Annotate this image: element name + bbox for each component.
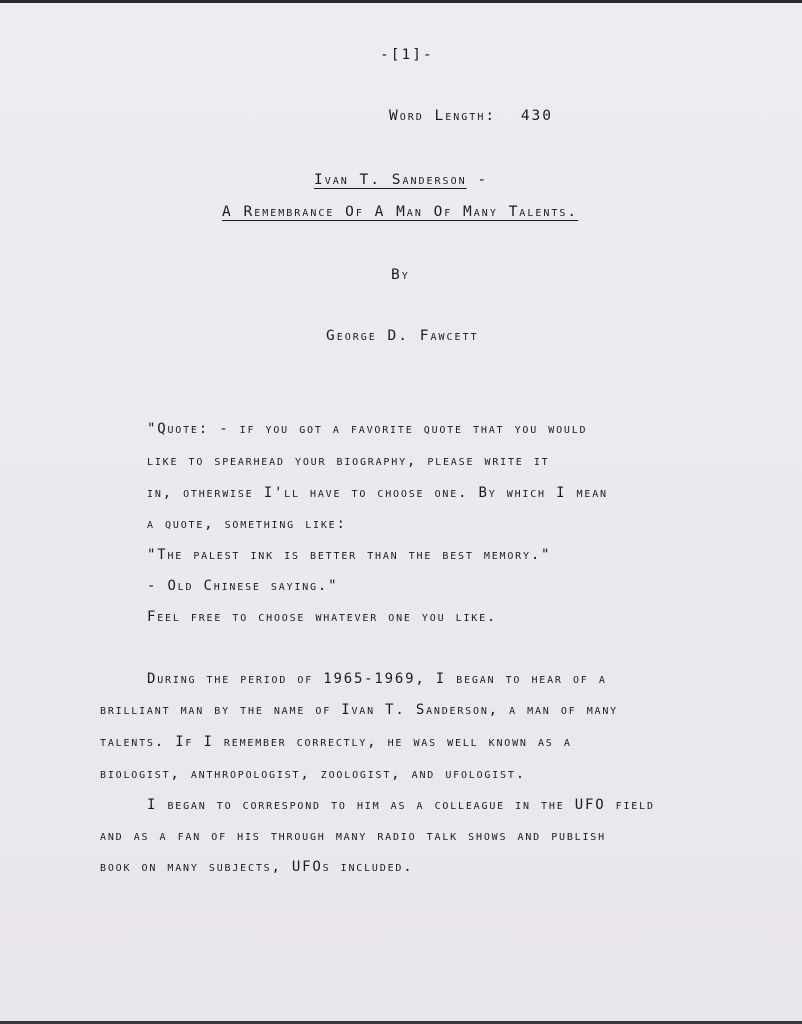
word-length-label: Word Length: — [389, 108, 497, 124]
word-length-value: 430 — [520, 108, 554, 124]
body-line: and as a fan of his through many radio talk shows and publish — [100, 828, 606, 844]
word-length — [389, 107, 553, 125]
body-line: During the period of 1965-1969, I began to hear of a — [147, 671, 607, 687]
author-name: George D. Fawcett — [326, 328, 479, 344]
quote-line: Feel free to choose whatever one you like. — [147, 609, 498, 625]
body-line: brilliant man by the name of Ivan T. Sanderson, a man of many — [100, 702, 618, 718]
body-line: I began to correspond to him as a colleague in the UFO field — [147, 797, 655, 813]
title-line-2: A Remembrance Of A Man Of Many Talents. — [222, 204, 579, 220]
byline: By — [391, 267, 410, 283]
page-number: -[1]- — [380, 47, 434, 63]
body-line: biologist, anthropologist, zoologist, and ufologist. — [100, 766, 526, 782]
quote-line: "Quote: - if you got a favorite quote that you would — [147, 421, 588, 437]
quote-line: a quote, something like: — [147, 516, 347, 532]
title-line-1 — [314, 171, 488, 189]
quote-line: like to spearhead your biography, please write it — [147, 453, 550, 469]
title-name: Ivan T. Sanderson — [314, 172, 467, 188]
quote-line: - Old Chinese saying." — [147, 578, 339, 594]
quote-line: in, otherwise I'll have to choose one. By which I mean — [147, 485, 608, 501]
body-line: book on many subjects, UFOs included. — [100, 859, 414, 875]
title-dash: - — [466, 172, 489, 188]
quote-line: "The palest ink is better than the best memory." — [147, 547, 552, 563]
body-line: talents. If I remember correctly, he was well known as a — [100, 734, 572, 750]
page-top-edge — [0, 0, 802, 3]
